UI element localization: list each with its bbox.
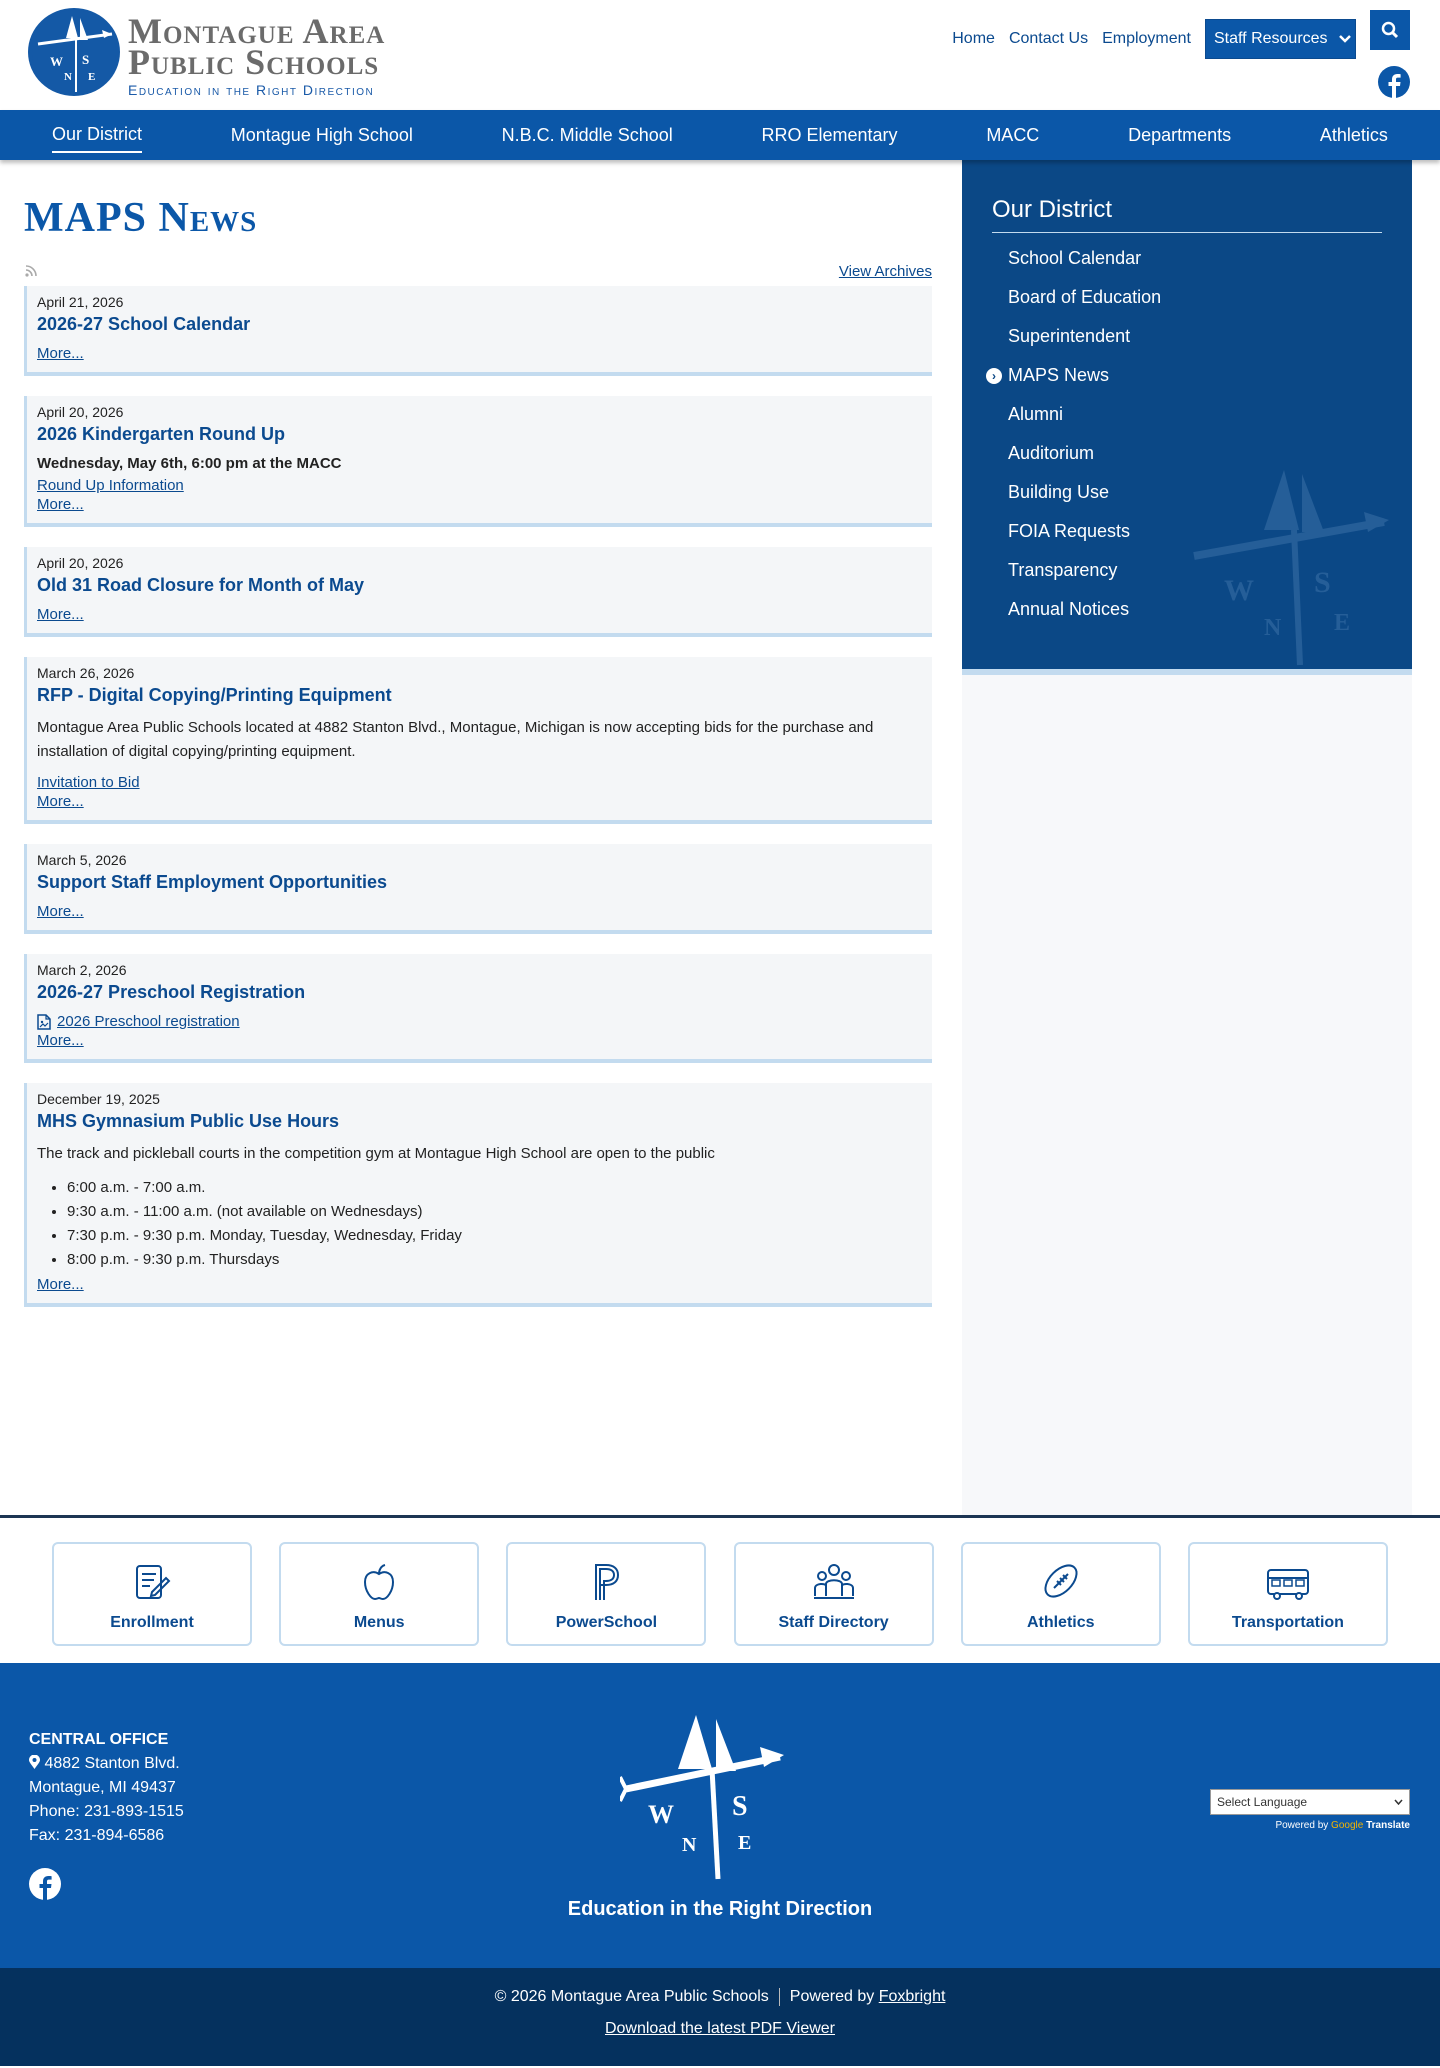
weathervane-logo-icon bbox=[620, 1711, 790, 1881]
powerschool-icon bbox=[586, 1562, 626, 1602]
quicklink-label: Menus bbox=[353, 1614, 405, 1631]
logo-tagline: Education in the Right Direction bbox=[128, 82, 375, 98]
utility-links bbox=[952, 19, 1356, 59]
main-nav bbox=[0, 110, 1440, 160]
news-summary: Montague Area Public Schools located at 4882 Stanton Blvd., Montague, Michigan is now accepting bids for the purchase and installation of digital copying/printing equipment. bbox=[37, 719, 874, 760]
powered-by-google bbox=[1210, 1820, 1410, 1831]
invitation-to-bid-link[interactable]: Invitation to Bid bbox=[37, 774, 140, 791]
more-link[interactable]: More... bbox=[37, 903, 84, 920]
sidebar-item-superintendent[interactable] bbox=[992, 317, 1382, 356]
news-title[interactable]: MHS Gymnasium Public Use Hours bbox=[37, 1111, 340, 1131]
sidebar bbox=[962, 160, 1412, 1515]
logo-line-1: Montague Area bbox=[128, 11, 386, 51]
copyright-text: © 2026 Montague Area Public Schools bbox=[494, 1988, 769, 2006]
quicklink-enrollment[interactable] bbox=[52, 1542, 252, 1646]
chevron-right-circle-icon: › bbox=[986, 368, 1002, 384]
svg-text:E: E bbox=[738, 1832, 752, 1854]
news-item bbox=[24, 396, 932, 527]
contact-us-link[interactable]: Contact Us bbox=[1008, 30, 1089, 47]
translate-label: Translate bbox=[1366, 1820, 1410, 1831]
view-archives-link[interactable]: View Archives bbox=[838, 262, 932, 280]
list-item: • 7:30 p.m. - 9:30 p.m. Monday, Tuesday, Wednesday, Friday bbox=[67, 1224, 920, 1248]
site-footer bbox=[0, 1663, 1440, 1968]
site-header bbox=[0, 0, 1440, 110]
news-date: April 20, 2026 bbox=[37, 555, 124, 571]
svg-text:N: N bbox=[682, 1834, 697, 1856]
list-item: • 8:00 p.m. - 9:30 p.m. Thursdays bbox=[67, 1248, 920, 1272]
svg-text:W: W bbox=[1224, 574, 1254, 607]
bus-icon bbox=[1265, 1566, 1311, 1602]
google-logo: Google bbox=[1331, 1820, 1364, 1831]
enrollment-icon bbox=[132, 1562, 172, 1602]
sidebar-item-label: Board of Education bbox=[1008, 287, 1162, 307]
pdf-file-icon bbox=[37, 1014, 51, 1030]
sidebar-heading: Our District bbox=[992, 196, 1382, 233]
sidebar-item-label: FOIA Requests bbox=[1008, 521, 1131, 541]
more-link[interactable]: More... bbox=[37, 1276, 84, 1293]
sidebar-item-board-of-education[interactable] bbox=[992, 278, 1382, 317]
list-item: • 6:00 a.m. - 7:00 a.m. bbox=[67, 1176, 920, 1200]
search-button[interactable] bbox=[1370, 10, 1410, 50]
svg-text:N: N bbox=[1264, 615, 1282, 641]
quicklink-staff-directory[interactable] bbox=[734, 1542, 934, 1646]
apple-icon bbox=[359, 1562, 399, 1602]
hours-list bbox=[67, 1176, 920, 1272]
page-title: MAPS News bbox=[24, 195, 258, 241]
sidebar-item-building-use[interactable] bbox=[992, 473, 1382, 512]
sidebar-item-alumni[interactable] bbox=[992, 395, 1382, 434]
sidebar-item-transparency[interactable] bbox=[992, 551, 1382, 590]
news-title[interactable]: Old 31 Road Closure for Month of May bbox=[37, 575, 365, 595]
sidebar-item-label: MAPS News bbox=[1008, 365, 1110, 385]
office-fax: Fax: 231-894-6586 bbox=[29, 1827, 165, 1844]
svg-text:E: E bbox=[1334, 610, 1351, 636]
news-summary: The track and pickleball courts in the competition gym at Montague High School are open to the public bbox=[37, 1145, 715, 1162]
quicklink-label: Enrollment bbox=[110, 1614, 194, 1631]
preschool-registration-link[interactable]: 2026 Preschool registration bbox=[57, 1013, 240, 1030]
divider bbox=[779, 1988, 780, 2006]
nav-montague-high-school[interactable]: Montague High School bbox=[230, 124, 413, 145]
staff-resources-label: Staff Resources bbox=[1214, 30, 1328, 47]
central-office-info bbox=[29, 1728, 184, 1848]
language-select-value: Select Language bbox=[1217, 1795, 1308, 1809]
nav-our-district[interactable]: Our District bbox=[52, 118, 142, 153]
news-item bbox=[24, 954, 932, 1063]
quicklink-label: Staff Directory bbox=[778, 1614, 889, 1631]
site-logo[interactable] bbox=[28, 8, 385, 98]
pdf-viewer-link[interactable]: Download the latest PDF Viewer bbox=[604, 2020, 836, 2038]
sidebar-item-foia-requests[interactable] bbox=[992, 512, 1382, 551]
quicklink-transportation[interactable] bbox=[1188, 1542, 1388, 1646]
news-date: March 5, 2026 bbox=[37, 852, 127, 868]
sidebar-item-label: Building Use bbox=[1008, 482, 1110, 502]
more-link[interactable]: More... bbox=[37, 1032, 84, 1049]
sidebar-item-maps-news[interactable] bbox=[992, 356, 1382, 395]
svg-text:S: S bbox=[82, 52, 90, 67]
nav-nbc-middle-school[interactable]: N.B.C. Middle School bbox=[501, 124, 673, 145]
svg-text:W: W bbox=[648, 1800, 674, 1829]
main-area bbox=[0, 160, 1440, 1515]
sidebar-item-label: Alumni bbox=[1008, 404, 1064, 424]
powered-by-text: Powered by bbox=[789, 1988, 875, 2006]
people-icon bbox=[812, 1562, 856, 1602]
rss-icon[interactable] bbox=[24, 264, 38, 278]
office-address-1: 4882 Stanton Blvd. bbox=[44, 1755, 180, 1772]
news-item bbox=[24, 547, 932, 637]
more-link[interactable]: More... bbox=[37, 345, 84, 362]
search-icon bbox=[1381, 21, 1399, 39]
section-nav bbox=[962, 160, 1412, 675]
news-date: December 19, 2025 bbox=[37, 1091, 160, 1107]
news-item bbox=[24, 844, 932, 934]
chevron-down-icon bbox=[1338, 34, 1352, 44]
office-heading: CENTRAL OFFICE bbox=[29, 1731, 169, 1748]
news-date: March 2, 2026 bbox=[37, 962, 127, 978]
news-date: April 21, 2026 bbox=[37, 294, 124, 310]
facebook-icon[interactable] bbox=[29, 1868, 61, 1900]
sidebar-item-label: Auditorium bbox=[1008, 443, 1095, 463]
map-marker-icon bbox=[29, 1755, 40, 1769]
quicklink-label: Transportation bbox=[1231, 1614, 1344, 1631]
sidebar-item-label: School Calendar bbox=[1008, 248, 1142, 268]
quick-links bbox=[0, 1515, 1440, 1663]
svg-text:E: E bbox=[88, 71, 96, 83]
nav-macc[interactable]: MACC bbox=[986, 124, 1040, 145]
svg-text:W: W bbox=[50, 54, 63, 69]
list-item: • 9:30 a.m. - 11:00 a.m. (not available on Wednesdays) bbox=[67, 1200, 920, 1224]
more-link[interactable]: More... bbox=[37, 496, 84, 513]
football-icon bbox=[1040, 1560, 1082, 1602]
home-link[interactable]: Home bbox=[952, 30, 995, 47]
logo-line-2: Public Schools bbox=[128, 42, 380, 82]
news-event-time: Wednesday, May 6th, 6:00 pm at the MACC bbox=[37, 455, 342, 472]
sidebar-item-label: Transparency bbox=[1008, 560, 1118, 580]
more-link[interactable]: More... bbox=[37, 793, 84, 810]
foxbright-link[interactable]: Foxbright bbox=[878, 1988, 946, 2006]
quicklink-label: PowerSchool bbox=[555, 1614, 658, 1631]
news-title[interactable]: 2026 Kindergarten Round Up bbox=[37, 424, 286, 444]
staff-resources-dropdown[interactable] bbox=[1205, 19, 1356, 59]
news-item bbox=[24, 286, 932, 376]
language-select[interactable] bbox=[1210, 1789, 1410, 1815]
nav-rro-elementary[interactable]: RRO Elementary bbox=[761, 124, 898, 145]
sidebar-item-annual-notices[interactable] bbox=[992, 590, 1382, 629]
sidebar-item-auditorium[interactable] bbox=[992, 434, 1382, 473]
google-translate bbox=[1210, 1789, 1410, 1831]
office-phone[interactable]: Phone: 231-893-1515 bbox=[29, 1803, 184, 1820]
nav-athletics[interactable]: Athletics bbox=[1319, 124, 1388, 145]
copyright-bar bbox=[0, 1968, 1440, 2066]
quicklink-label: Athletics bbox=[1026, 1614, 1095, 1631]
sidebar-item-label: Annual Notices bbox=[1008, 599, 1130, 619]
news-item bbox=[24, 1083, 932, 1307]
employment-link[interactable]: Employment bbox=[1102, 30, 1191, 47]
more-link[interactable]: More... bbox=[37, 606, 84, 623]
news-title[interactable]: 2026-27 School Calendar bbox=[37, 314, 251, 334]
powered-by-label: Powered by bbox=[1275, 1820, 1329, 1831]
round-up-information-link[interactable]: Round Up Information bbox=[37, 477, 184, 494]
chevron-down-icon bbox=[1394, 1799, 1403, 1805]
sidebar-item-school-calendar[interactable] bbox=[992, 239, 1382, 278]
sidebar-item-label: Superintendent bbox=[1008, 326, 1131, 346]
weathervane-seal-icon bbox=[28, 8, 120, 96]
news-title[interactable]: 2026-27 Preschool Registration bbox=[37, 982, 306, 1002]
quicklink-powerschool[interactable] bbox=[506, 1542, 706, 1646]
nav-departments[interactable]: Departments bbox=[1128, 124, 1232, 145]
news-content bbox=[0, 160, 962, 1515]
news-title[interactable]: RFP - Digital Copying/Printing Equipment bbox=[37, 685, 392, 705]
svg-text:S: S bbox=[732, 1791, 748, 1822]
office-address-2: Montague, MI 49437 bbox=[29, 1779, 176, 1796]
news-date: March 26, 2026 bbox=[37, 665, 135, 681]
facebook-icon[interactable] bbox=[1378, 66, 1410, 98]
footer-tagline: Education in the Right Direction bbox=[567, 1898, 873, 1920]
svg-text:N: N bbox=[64, 71, 72, 83]
quicklink-menus[interactable] bbox=[279, 1542, 479, 1646]
quicklink-athletics[interactable] bbox=[961, 1542, 1161, 1646]
svg-text:S: S bbox=[1314, 566, 1331, 599]
news-item bbox=[24, 657, 932, 824]
news-title[interactable]: Support Staff Employment Opportunities bbox=[37, 872, 387, 892]
news-date: April 20, 2026 bbox=[37, 404, 124, 420]
